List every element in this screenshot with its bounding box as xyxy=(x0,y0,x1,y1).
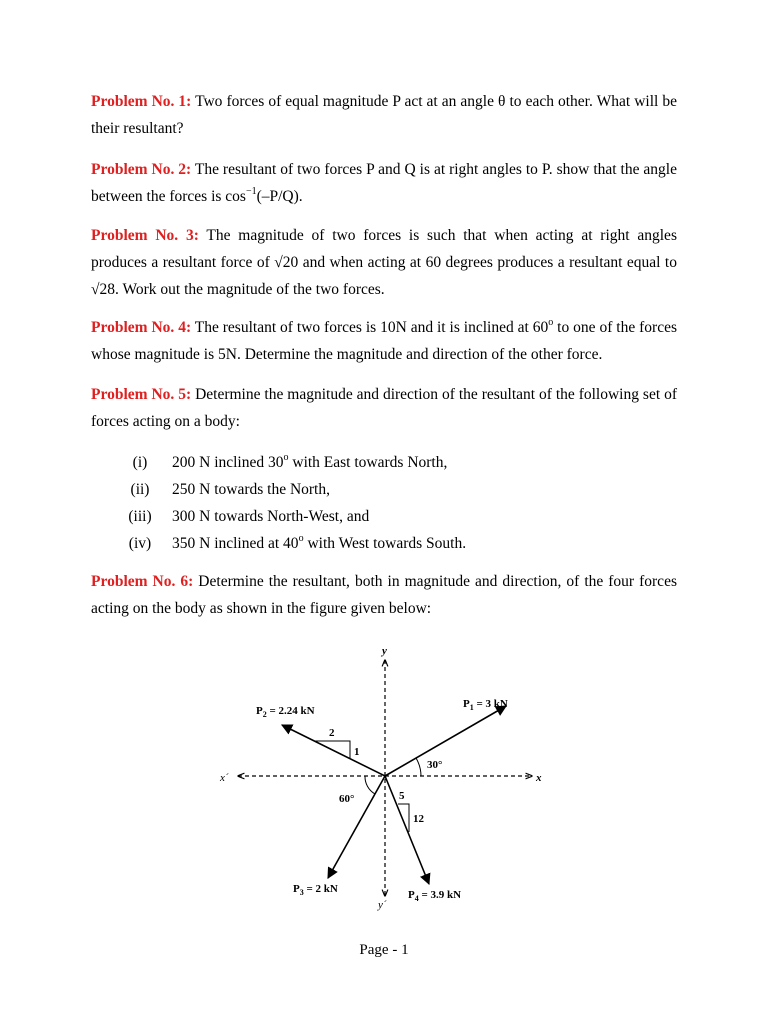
problem-1 xyxy=(91,88,677,142)
force-diagram xyxy=(200,640,580,920)
problem-text: Determine the resultant, both in magnitude and direction, of the four forces acting on the body as shown in the figure given below: xyxy=(91,573,677,617)
list-text-after: with East towards North, xyxy=(288,454,448,471)
list-number: (iv) xyxy=(128,535,152,552)
problem-label: Problem No. 3: xyxy=(91,227,199,244)
list-text-before: 350 N inclined at 40 xyxy=(172,535,299,552)
list-item xyxy=(91,503,677,530)
list-number: (i) xyxy=(132,454,148,471)
problem-label: Problem No. 4: xyxy=(91,319,192,336)
list-text xyxy=(172,530,466,557)
list-item xyxy=(91,449,677,476)
x-axis-label: x xyxy=(536,772,542,784)
problem-4 xyxy=(91,314,677,368)
list-text: 300 N towards North-West, and xyxy=(172,508,370,525)
y-neg-axis-label: y´ xyxy=(378,899,387,911)
list-item xyxy=(91,530,677,557)
list-item xyxy=(91,476,677,503)
problem-label: Problem No. 2: xyxy=(91,161,192,178)
y-axis-label: y xyxy=(382,645,387,657)
force-list xyxy=(91,449,677,557)
problem-text: The magnitude of two forces is such that when acting at right angles produces a resultant force of √20 and when acting at 60 degrees produces a resultant equal to √28. Work out the magnitude of the two forces. xyxy=(91,227,677,298)
p2-slope-run: 2 xyxy=(329,727,335,739)
list-text-after: with West towards South. xyxy=(303,535,467,552)
p2-slope-rise: 1 xyxy=(354,746,360,758)
p1-label: $P_1 = 3$ kN xyxy=(463,698,508,712)
problem-label: Problem No. 6: xyxy=(91,573,194,590)
p2-label: $P_2 = 2.24$ kN xyxy=(256,705,315,719)
problem-3 xyxy=(91,222,677,303)
superscript: −1 xyxy=(245,185,257,197)
problem-2 xyxy=(91,156,677,210)
problem-text: The resultant of two forces is 10N and it is inclined at 60 xyxy=(191,319,549,336)
list-number: (ii) xyxy=(130,481,150,498)
p4-slope-rise: 12 xyxy=(413,813,424,825)
force-p3-arrow xyxy=(328,776,385,878)
p4-slope-triangle xyxy=(398,804,409,832)
problem-text: Two forces of equal magnitude P act at an angle θ to each other. What will be their resultant? xyxy=(91,93,677,137)
problem-text-end: to one of the forces whose magnitude is 5N. Determine the magnitude and direction of the other force. xyxy=(91,319,677,363)
problem-text: Determine the magnitude and direction of the resultant of the following set of forces acting on a body: xyxy=(91,386,677,430)
problem-label: Problem No. 1: xyxy=(91,93,192,110)
angle-p1-label: 30° xyxy=(427,759,443,771)
page-number: Page - 1 xyxy=(359,942,409,958)
degree-sup: o xyxy=(283,451,289,463)
problem-6 xyxy=(91,568,677,622)
p3-label: $P_3 = 2$ kN xyxy=(293,883,338,897)
problem-5 xyxy=(91,381,677,435)
list-text: 250 N towards the North, xyxy=(172,481,330,498)
angle-arc-p1 xyxy=(416,758,421,776)
degree-sup: o xyxy=(298,532,304,544)
force-p1-arrow xyxy=(385,706,506,776)
problem-text-end: (–P/Q). xyxy=(256,188,303,205)
angle-p3-label: 60° xyxy=(339,793,355,805)
list-text xyxy=(172,449,447,476)
p4-label: $P_4 = 3.9$ kN xyxy=(408,889,462,903)
list-text-before: 200 N inclined 30 xyxy=(172,454,284,471)
degree-sup: o xyxy=(548,316,554,328)
force-p4-arrow xyxy=(385,776,429,884)
angle-arc-p3 xyxy=(365,776,375,794)
x-neg-axis-label: x´ xyxy=(220,772,229,784)
problem-text: The resultant of two forces P and Q is at right angles to P. show that the angle between the forces is cos xyxy=(91,161,677,205)
p4-slope-run: 5 xyxy=(399,790,405,802)
problem-label: Problem No. 5: xyxy=(91,386,192,403)
list-number: (iii) xyxy=(128,508,152,525)
